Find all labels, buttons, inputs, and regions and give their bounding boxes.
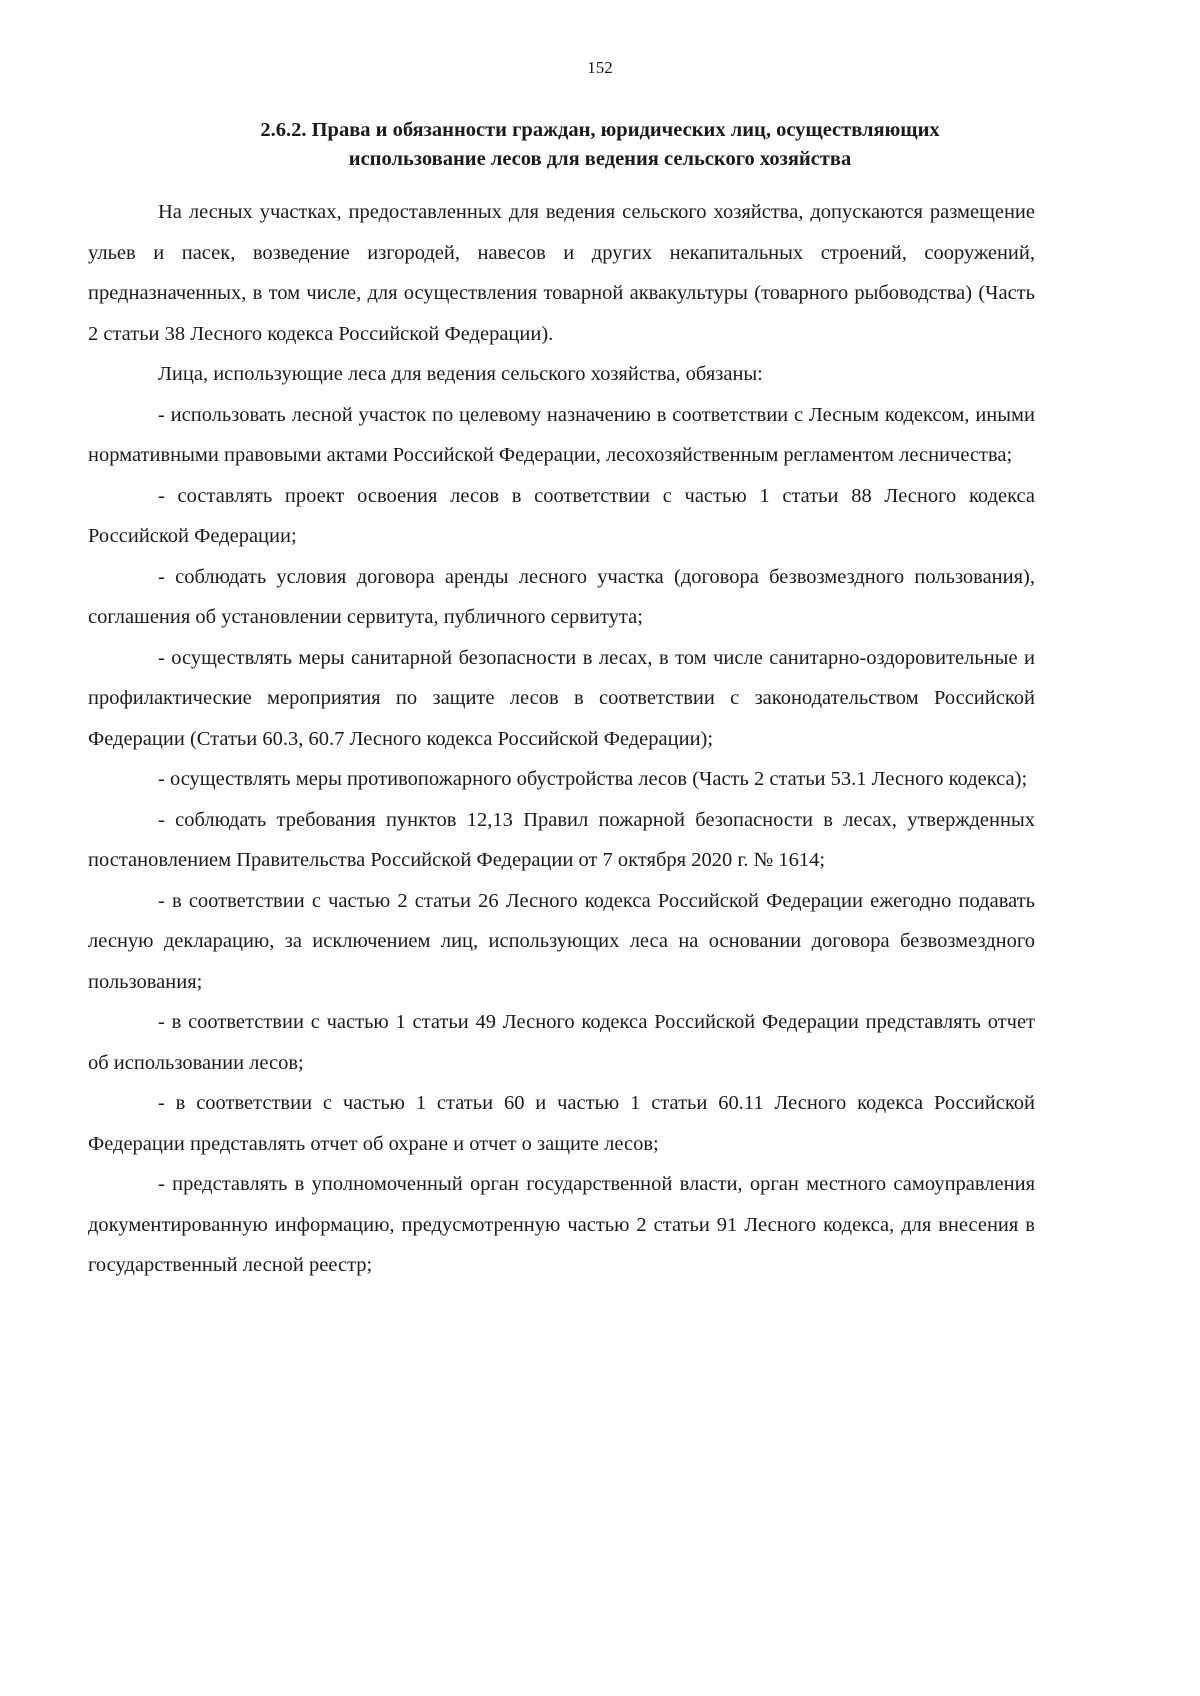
list-item: - представлять в уполномоченный орган государственной власти, орган местного самоуправления документированную информацию, предусмотренную частью 2 статьи 91 Лесного кодекса, для внесения в государственный лесной реестр; <box>88 1173 1035 1276</box>
list-item: - соблюдать условия договора аренды лесного участка (договора безвозмездного пользования), соглашения об установлении сервитута, публичного сервитута; <box>88 565 1035 628</box>
list-item: - составлять проект освоения лесов в соответствии с частью 1 статьи 88 Лесного кодекса Российской Федерации; <box>88 484 1035 547</box>
paragraph: На лесных участках, предоставленных для ведения сельского хозяйства, допускаются размещение ульев и пасек, возведение изгородей, навесов и других некапитальных строений, сооружений, предназначенных, в том числе, для осуществления товарной аквакультуры (товарного рыбоводства) (Часть 2 статьи 38 Лесного кодекса Российской Федерации). <box>88 201 1035 345</box>
list-item: - использовать лесной участок по целевому назначению в соответствии с Лесным кодексом, иными нормативными правовыми актами Российской Федерации, лесохозяйственным регламентом лесничества; <box>88 403 1035 466</box>
list-item: - в соответствии с частью 2 статьи 26 Лесного кодекса Российской Федерации ежегодно подавать лесную декларацию, за исключением лиц, использующих леса на основании договора безвозмездного пользования; <box>88 889 1035 993</box>
section-heading-line-1: 2.6.2. Права и обязанности граждан, юридических лиц, осуществляющих <box>260 119 940 141</box>
list-item: - соблюдать требования пунктов 12,13 Правил пожарной безопасности в лесах, утвержденных постановлением Правительства Российской Федерации от 7 октября 2020 г. № 1614; <box>88 808 1035 871</box>
list-item: - в соответствии с частью 1 статьи 60 и частью 1 статьи 60.11 Лесного кодекса Российской Федерации представлять отчет об охране и отчет о защите лесов; <box>88 1092 1035 1155</box>
section-heading-line-2: использование лесов для ведения сельского хозяйства <box>348 148 852 170</box>
list-item: - осуществлять меры противопожарного обустройства лесов (Часть 2 статьи 53.1 Лесного кодекса); <box>158 768 1028 790</box>
page-number: 152 <box>587 58 613 77</box>
body-text <box>88 192 1035 1286</box>
section-heading <box>120 116 1080 174</box>
list-item: - осуществлять меры санитарной безопасности в лесах, в том числе санитарно-оздоровительные и профилактические мероприятия по защите лесов в соответствии с законодательством Российской Федерации (Статьи 60.3, 60.7 Лесного кодекса Российской Федерации); <box>88 646 1035 750</box>
list-item: - в соответствии с частью 1 статьи 49 Лесного кодекса Российской Федерации представлять отчет об использовании лесов; <box>88 1011 1035 1074</box>
paragraph: Лица, использующие леса для ведения сельского хозяйства, обязаны: <box>158 363 763 385</box>
